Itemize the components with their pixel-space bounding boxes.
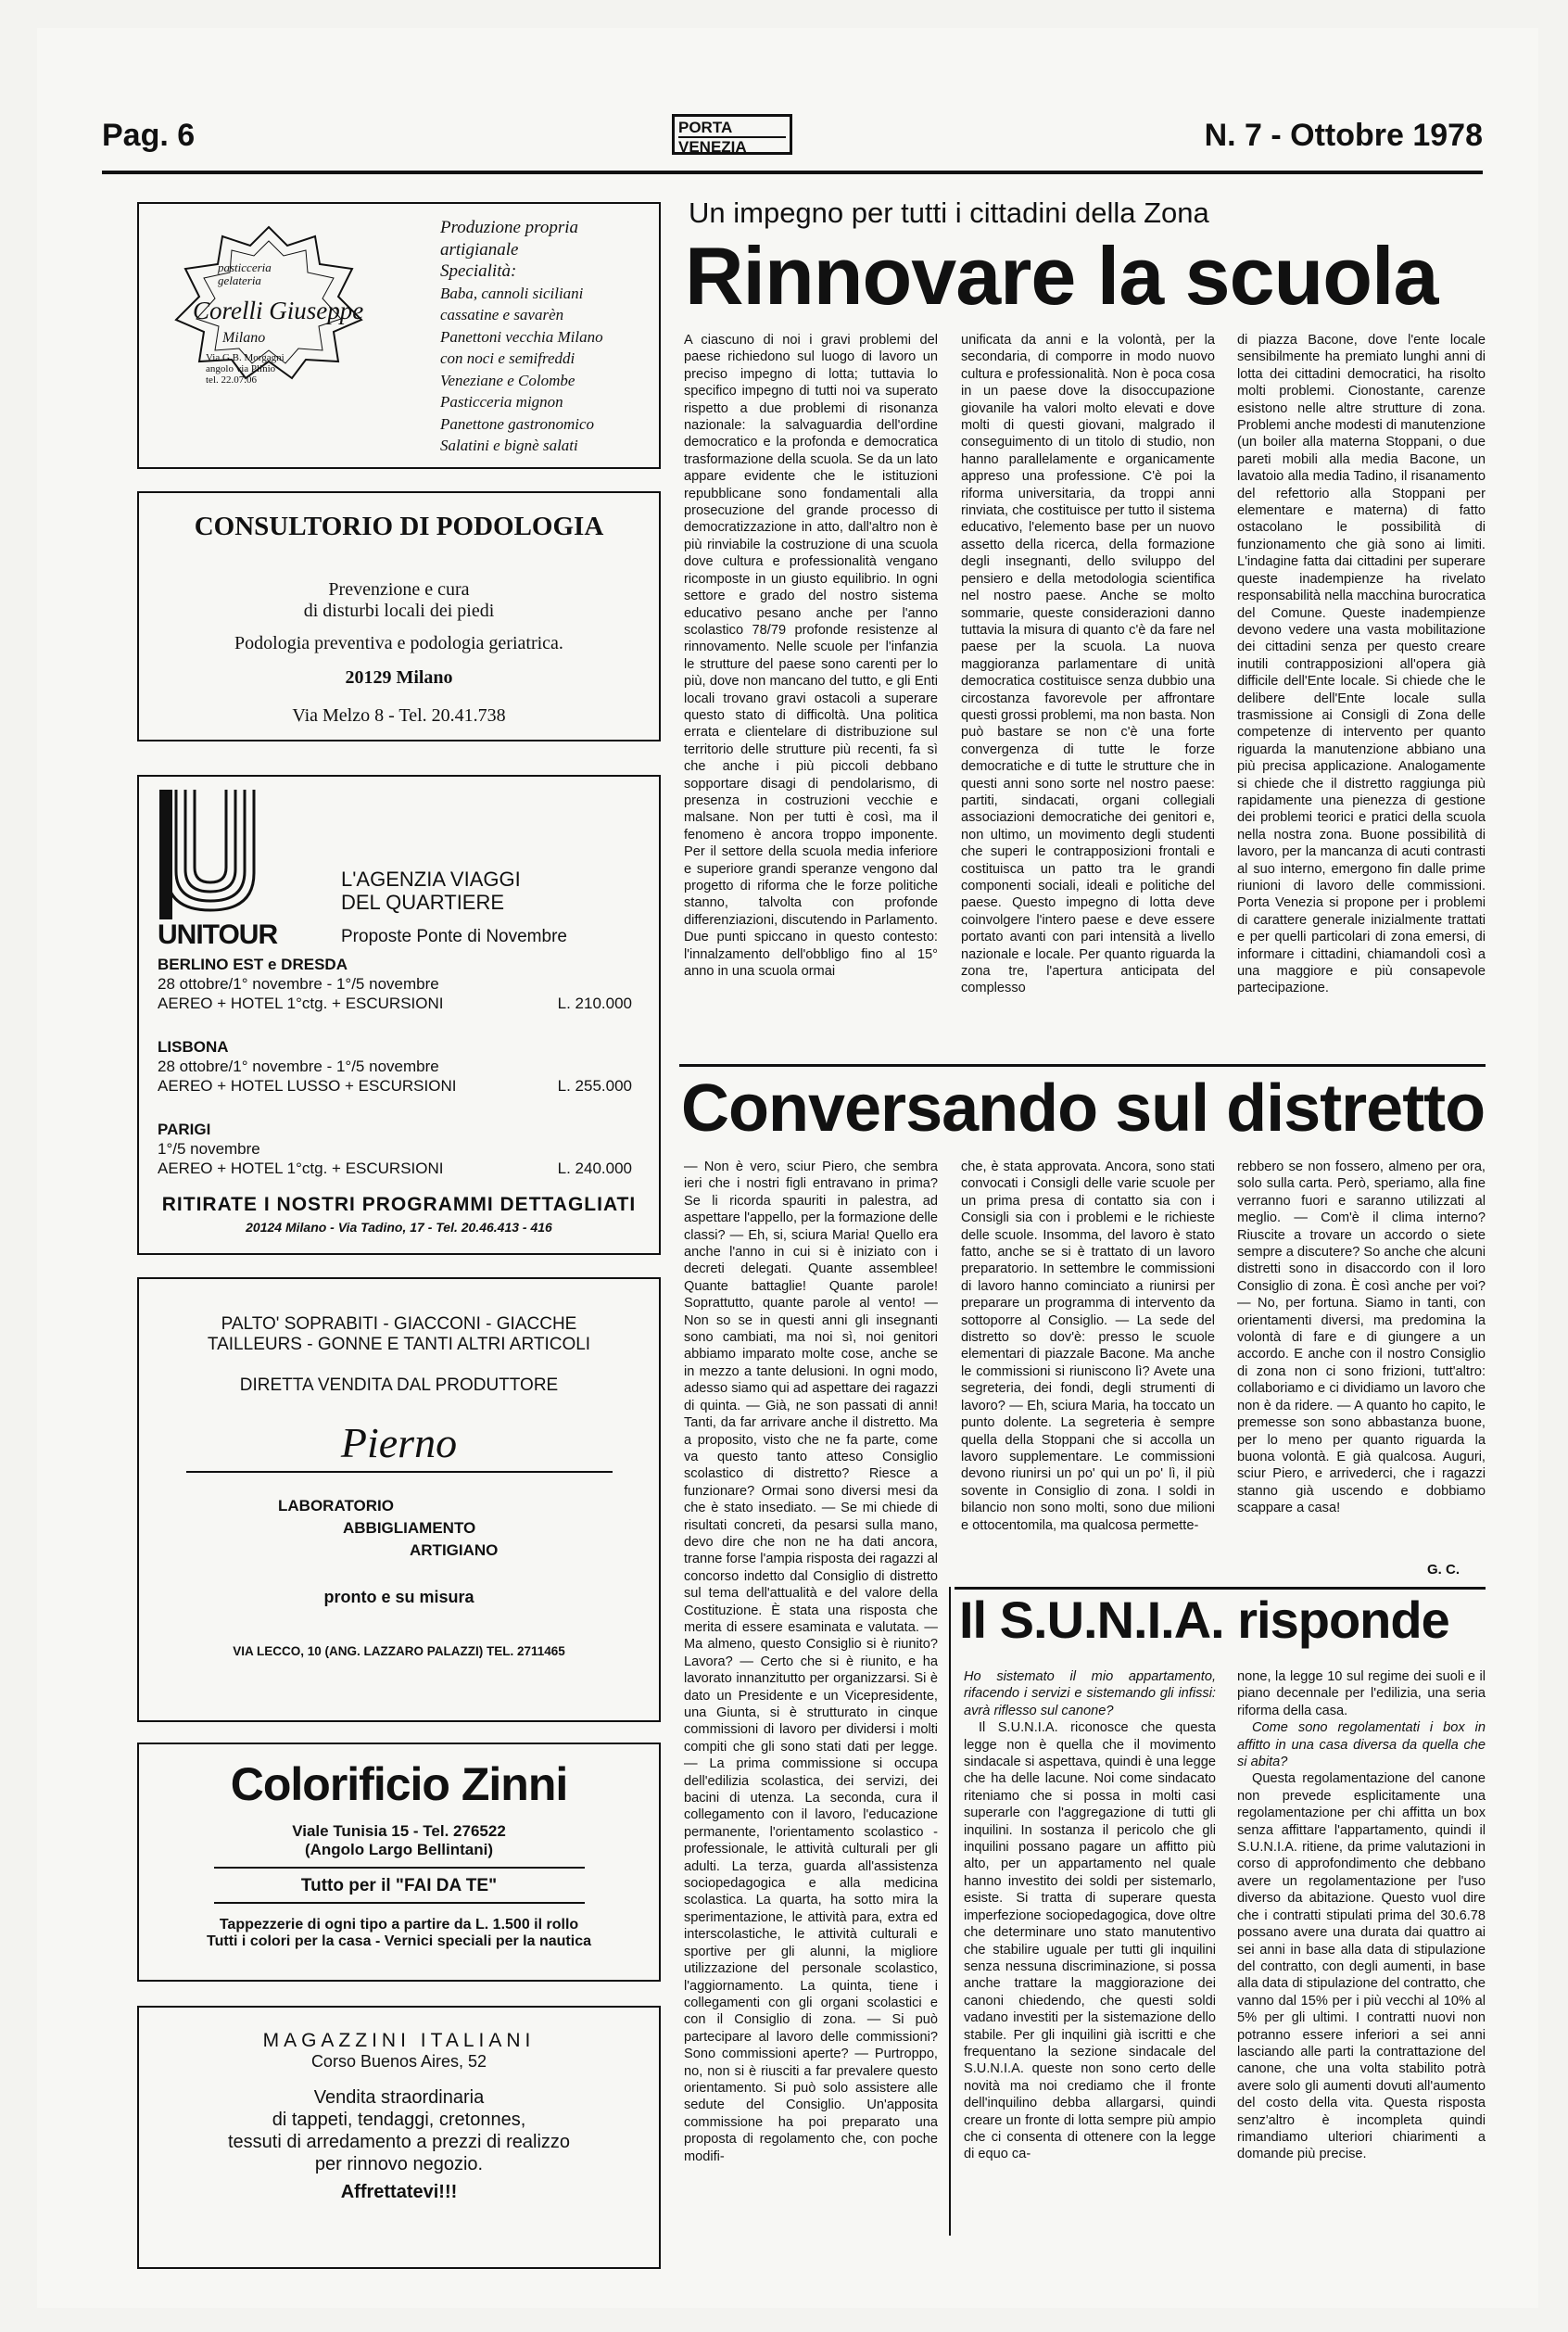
- ad-unitour: [137, 775, 661, 1255]
- trip-destination: LISBONA: [158, 1038, 229, 1056]
- trip: [158, 955, 632, 1013]
- magazzini-line: Vendita straordinaria: [313, 2087, 485, 2108]
- trip-line: [158, 1159, 632, 1178]
- article-headline: Rinnovare la scuola: [685, 230, 1438, 322]
- zinni-address: (Angolo Largo Bellintani): [304, 1841, 494, 1858]
- article-headline: Conversando sul distretto: [681, 1071, 1486, 1146]
- magazzini-line: per rinnovo negozio.: [314, 2154, 484, 2174]
- sunia-column-1: [964, 1668, 1216, 2224]
- article-column: — Non è vero, sciur Piero, che sembra ieri che i nostri figli entravano in prima? Se li ricorda spauriti in palestra, ad aspettare l'appello, per la formazione delle classi? — Eh, si, sciura Maria! Quello era anche l'anno in cui si è iniziato con i decreti delegati. Quante assemblee! Quante battaglie! Quante parole! Soprattutto, quante parole al vento! — Non so se in questi anni gli insegnanti sono cambiati, ma noi sì, noi genitori abbiamo imparato molte cose, anche se in mezzo a tante delusioni. In ogni modo, adesso siamo qui ad aspettare dei ragazzi di quinta. — Già, ne son passati di anni! Tanti, da far arrivare anche il distretto. Ma a proposito, visto che ne fa parte, come va questo tanto atteso Consiglio scolastico di distretto? Riesce a funzionare? Ormai sono diversi mesi da che è stato insediato. — Se mi chiede di risultati concreti, da pesarsi sulla mano, devo dire che non ne ha dati ancora, tranne forse l'ampia risposta dei ragazzi al concorso indetto dal Consiglio di distretto sul tema dell'attualità e del valore della Costituzione. È stata una risposta che merita di essere esaminata e valutata. — Ma almeno, questo Consiglio si è riunito? Lavora? — Certo che si è riunito, e ha lavorato innanzitutto per organizzarsi. Si è dato un Presidente e un Vicepresidente, una Giunta, si è strutturato in cinque commissioni di lavoro per dividersi i molti compiti che gli sono stati dati per legge. — La prima commissione si occupa dell'edilizia scolastica, dei servizi, dei bacini di utenza. La seconda, cura il collegamento con il lavoro, l'educazione permanente, l'orientamento scolastico - professionale, le attività culturali per gli adulti. La terza, guarda all'assistenza sociopedagogica e alla medicina scolastica. La quarta, ha sotto mira la sperimentazione, le attività para, extra ed interscolastiche, le attività culturali e sportive per gli alunni, la migliore utilizzazione del personale scolastico, l'aggiornamento. La quinta, tiene i collegamenti con gli organi scolastici e con il Consiglio di zona. — Si può partecipare al lavoro delle commissioni? Sono commissioni aperte? — Purtroppo, no, non si è riusciti a far prevalere questo orientamento. Si può solo assistere alle sedute del Consiglio. Un'apposita commissione ha poi preparato una proposta di regolamento che, con poche modifi-: [684, 1160, 938, 2164]
- unitour-head-line: L'AGENZIA VIAGGI: [341, 868, 521, 891]
- corelli-line: Specialità:: [440, 261, 517, 281]
- ad-zinni: [137, 1743, 661, 1982]
- corelli-line: Produzione propria: [440, 218, 579, 237]
- unitour-logo-text: UNITOUR: [158, 919, 278, 950]
- trip-dates: 28 ottobre/1° novembre - 1°/5 novembre: [158, 975, 439, 993]
- ad-pierno: [137, 1277, 661, 1722]
- pierno-misura: pronto e su misura: [323, 1588, 474, 1606]
- podologia-line: Prevenzione e cura: [328, 579, 470, 600]
- article-signature: G. C.: [1427, 1562, 1461, 1578]
- masthead-line-2: VENEZIA: [678, 136, 786, 156]
- ad-magazzini: [137, 2006, 661, 2269]
- article-headline: Il S.U.N.I.A. risponde: [959, 1591, 1449, 1649]
- trip-description: AEREO + HOTEL LUSSO + ESCURSIONI: [158, 1077, 457, 1095]
- section-rule: [955, 1587, 1486, 1590]
- seal-line: gelateria: [218, 273, 261, 287]
- sunia-question: Come sono regolamentati i box in affitto in una casa diversa da quella che si abita?: [1237, 1720, 1486, 1770]
- trip-price: L. 240.000: [557, 1160, 632, 1177]
- pierno-lab-line: ARTIGIANO: [410, 1541, 499, 1559]
- trip-dates: 28 ottobre/1° novembre - 1°/5 novembre: [158, 1058, 439, 1075]
- article-column: che, è stata approvata. Ancora, sono stati convocati i Consigli delle varie scuole per un prima presa di contatto sia con i Consigli sia con i problemi e le richieste delle scuole. Insomma, del lavoro è stato fatto, anche se si è trattato di un lavoro preparatorio. In settembre le commissioni di lavoro hanno cominciato a riunirsi per preparare un programma di intervento da sottoporre al Consiglio. — La sede del distretto so dov'è: presso le scuole elementari di piazzale Bacone. Ma anche le commissioni si riuniscono lì? Avete una segreteria, dei fondi, degli strumenti di lavoro? — Eh, sciura Maria, ha toccato un punto dolente. La segreteria è sempre quella della Stoppani che si accolla un lavoro supplementare. Le commissioni devono riunirsi un po' qui un po' lì, il più sovente in Consiglio di zona. I soldi in bilancio non sono molti, sono due milioni e ottocentomila, ma qualcosa permette-: [961, 1160, 1215, 1533]
- unitour-trips: [158, 955, 632, 1178]
- pierno-address: VIA LECCO, 10 (ANG. LAZZARO PALAZZI) TEL. 2711465: [233, 1644, 565, 1658]
- unitour-subhead: Proposte Ponte di Novembre: [341, 927, 567, 946]
- corelli-line: Panettoni vecchia Milano: [440, 327, 603, 346]
- sunia-column-2: [1237, 1668, 1486, 2224]
- unitour-logo-icon: [159, 790, 261, 919]
- pierno-divider: [186, 1471, 613, 1473]
- corelli-line: Pasticceria mignon: [440, 393, 563, 411]
- corelli-line: Salatini e bignè salati: [440, 437, 578, 454]
- pierno-line: PALTO' SOPRABITI - GIACCONI - GIACCHE: [221, 1314, 577, 1334]
- unitour-address: 20124 Milano - Via Tadino, 17 - Tel. 20.46.413 - 416: [246, 1220, 552, 1235]
- article-distretto: [681, 1071, 1486, 1146]
- corelli-line: Baba, cannoli siciliani: [440, 284, 584, 302]
- trip-line: [158, 1076, 632, 1096]
- unitour-footer: RITIRATE I NOSTRI PROGRAMMI DETTAGLIATI: [161, 1194, 637, 1215]
- trip-price: L. 210.000: [557, 995, 632, 1012]
- zinni-slogan: Tutto per il "FAI DA TE": [300, 1876, 498, 1895]
- magazzini-address: Corso Buenos Aires, 52: [310, 2052, 487, 2071]
- corelli-seal-address: [206, 352, 285, 386]
- column-rule: [949, 1587, 951, 2236]
- podologia-address: Via Melzo 8 - Tel. 20.41.738: [292, 705, 506, 726]
- article-column: di piazza Bacone, dove l'ente locale sensibilmente ha premiato lunghi anni di lotta dei cittadini democratici, ha risolto molti problemi. Cionostante, carenze esistono nelle altre strutture di zona. Problemi anche modesti di manutenzione (un boiler alla materna Stoppani, o due pareti mobili alla media Bacone, un lavatoio alla media Tadino, il risanamento del refettorio alla Stoppani per elementare e materna) di fatto ostacolano le possibilità di funzionamento che già sono ai limiti. L'indagine fatta dai cittadini per superare queste inadempienze ha rivelato responsabilità nella macchina burocratica del Comune. Queste inadempienze devono vedere una vasta mobilitazione dei cittadini senza per questo creare inutili contrapposizioni all'opera già difficile dell'Ente locale. Si chiede che le delibere dell'Ente locale sulla trasmissione ai Consigli di Zona delle competenze di intervento per quanto riguarda la manutenzione abbiano una più precisa applicazione. Analogamente si chiede che il distretto raggiunga più rapidamente una pienezza di gestione dei problemi teorici e pratici della scuola nella nostra zona. Buone possibilità di lavoro, per la mancanza di acuti contrasti al suo interno, emergono fin dalle prime riunioni di lavoro delle commissioni. Porta Venezia si propone per i problemi di carattere generale inizialmente trattati e per quelli particolari di zona emersi, di informare i cittadini, chiamandoli così a una maggiore e più consapevole partecipazione.: [1237, 333, 1486, 996]
- header-rule: [102, 171, 1483, 174]
- magazzini-title: MAGAZZINI ITALIANI: [262, 2030, 536, 2051]
- corelli-description: [440, 217, 603, 457]
- corelli-line: con noci e semifreddi: [440, 349, 575, 367]
- sunia-answer: Questa regolamentazione del canone non prevede esplicitamente una regolamentazione per chi affitta un box senza affittare l'appartamento, quindi il S.U.N.I.A. ritiene, da prime valutazioni in corso di approfondimento che debbano avere un regolamentazione per l'uso diverso da abitazione. Questo vuol dire che i contratti stipulati prima del 30.6.78 possano avere una durata dai quattro ai sei anni in base alla data di stipulazione del contratto, con degli aumenti, in base alla data di stipulazione del contratto, che vanno dal 15% per i più vecchi al 10% al 5% per gli ultimi. I contratti nuovi non potranno essere inferiori a sei anni lasciando alle parti la contrattazione del canone, che una volta stabilito potrà avere solo gli aumenti dovuti all'aumento del costo della vita. Questa risposta senz'altro è incompleta quindi rimandiamo ulteriori chiarimenti a domande più precise.: [1237, 1771, 1486, 2162]
- magazzini-body: [139, 2086, 659, 2203]
- trip-destination: PARIGI: [158, 1121, 211, 1138]
- corelli-seal-name: Corelli Giuseppe: [193, 297, 364, 324]
- sunia-answer: none, la legge 10 sul regime dei suoli e il piano decennale per l'edilizia, una seria riforma della casa.: [1237, 1669, 1486, 1718]
- zinni-title: Colorificio Zinni: [230, 1758, 568, 1810]
- article-kicker: Un impegno per tutti i cittadini della Zona: [689, 196, 1209, 229]
- corelli-line: Panettone gastronomico: [440, 414, 595, 433]
- page-number: Pag. 6: [102, 118, 196, 153]
- trip-dates: 1°/5 novembre: [158, 1140, 260, 1158]
- corelli-line: artigianale: [440, 239, 519, 260]
- seal-line: angolo via Plinio: [206, 363, 276, 374]
- pierno-lab-line: ABBIGLIAMENTO: [343, 1519, 476, 1537]
- article-column: unificata da anni e la volontà, per la secondaria, di comporre in modo nuovo cultura e professionalità. Non è poca cosa in un paese dove la disoccupazione giovanile ha valori molto elevati e dove molti di questi giovani, malgrado il conseguimento di un titolo di studio, non hanno parallelamente e organicamente appreso una professione. C'è poi la riforma universitaria, da troppi anni rinviata, che costituisce per tutto il sistema educativo, l'elemento base per un nuovo assetto della ricerca, della formazione degli insegnanti, dello sviluppo del pensiero e della metodologia scientifica nel nostro paese. Anche se molto sommarie, queste considerazioni danno tuttavia la misura di quanto c'è da fare nel paese per la scuola. La nuova maggioranza parlamentare di unità democratica costituisce senza dubbio una circostanza favorevole per affrontare questi grossi problemi, ma non basta. Non può bastare se non c'è una forte convergenza di tutte le forze democratiche e di tutte le strutture che in questi anni sono sorte nel nostro paese: partiti, sindacati, organi collegiali associazioni democratiche dei genitori e, non ultimo, un movimento degli studenti che superi le contrapposizioni frontali e costituisca un patto tra le grandi componenti sociali, ideali e politiche del paese. Questo impegno di lotta deve coinvolgere l'intero paese e deve essere portato avanti con pari intensità a livello nazionale e locale. Per quanto riguarda la zona tre, l'apertura anticipata del complesso: [961, 333, 1215, 996]
- article-sunia: [959, 1591, 1486, 1649]
- pierno-line: TAILLEURS - GONNE E TANTI ALTRI ARTICOLI: [207, 1335, 591, 1354]
- corelli-line: cassatine e savarèn: [440, 306, 564, 323]
- pierno-lab-line: LABORATORIO: [278, 1497, 394, 1515]
- zinni-divider: [214, 1867, 585, 1869]
- seal-line: pasticceria: [218, 260, 272, 274]
- article-column: A ciascuno di noi i gravi problemi del paese richiedono sul luogo di lavoro un preciso impegno di lotta; tuttavia lo specifico impegno di tutti noi va superato rispetto a due problemi di risonanza nazionale: la salvaguardia dell'ordine democratico e la profonda e democratica trasformazione della scuola. Se da un lato appare evidente che le istituzioni repubblicane sono fondamentali alla prosecuzione del grande processo di democratizzazione in atto, dall'altro non è più rinviabile la costruzione di una scuola dove cultura e professionalità vengano ricomposte in un giusto equilibrio. In ogni settore e grado del nostro sistema educativo pesano anche per l'anno scolastico 78/79 profonde resistenze al rinnovamento. Nelle scuole per l'infanzia le strutture del paese sono carenti per lo più, dove non mancano del tutto, e gli Enti locali trovano gravi ostacoli a superare questo stato di difficoltà. Una politica errata e clientelare di distribuzione sul territorio delle strutture più recenti, fa sì che anche i più piccoli debbano sopportare disagi di pendolarismo, di presenza in costruzioni vecchie e malsane. Non per tutti è così, ma il fenomeno è ancora troppo imponente. Per il settore della scuola media inferiore e superiore grandi speranze vengono dal progetto di riforma che le forze politiche stanno, talvolta con profonde differenziazioni, discutendo in Parlamento. Due punti spiccano in questo contesto: l'innalzamento dell'obbligo fino al 15° anno in una scuola ormai: [684, 333, 938, 980]
- magazzini-line: di tappeti, tendaggi, cretonnes,: [272, 2110, 526, 2130]
- trip: [158, 1120, 632, 1178]
- trip-line: [158, 994, 632, 1013]
- masthead-line-1: PORTA: [678, 119, 733, 136]
- ad-podologia: [137, 491, 661, 741]
- seal-line: Via G.B. Morgagni: [206, 352, 285, 363]
- podologia-title: CONSULTORIO DI PODOLOGIA: [194, 512, 604, 541]
- issue-date: N. 7 - Ottobre 1978: [1204, 118, 1483, 153]
- podologia-line: di disturbi locali dei piedi: [303, 601, 495, 621]
- corelli-line: Veneziane e Colombe: [440, 371, 575, 389]
- trip-price: L. 255.000: [557, 1077, 632, 1095]
- trip-description: AEREO + HOTEL 1°ctg. + ESCURSIONI: [158, 995, 444, 1012]
- pierno-line: DIRETTA VENDITA DAL PRODUTTORE: [239, 1375, 559, 1395]
- podologia-city: 20129 Milano: [345, 667, 453, 688]
- unitour-head-line: DEL QUARTIERE: [341, 891, 505, 914]
- zinni-address: Viale Tunisia 15 - Tel. 276522: [292, 1822, 506, 1840]
- trip-description: AEREO + HOTEL 1°ctg. + ESCURSIONI: [158, 1160, 444, 1177]
- zinni-line: Tappezzerie di ogni tipo a partire da L. 1.500 il rollo: [219, 1917, 579, 1933]
- corelli-seal-city: Milano: [222, 330, 266, 346]
- pierno-logo: Pierno: [340, 1419, 458, 1466]
- page-header: [102, 107, 1483, 162]
- corelli-seal-text: [218, 261, 348, 287]
- ad-corelli: [137, 202, 661, 469]
- zinni-divider: [214, 1902, 585, 1904]
- magazzini-line: Affrettatevi!!!: [340, 2182, 458, 2202]
- zinni-line: Tutti i colori per la casa - Vernici speciali per la nautica: [207, 1933, 591, 1949]
- unitour-headline: [341, 868, 521, 914]
- sunia-question: Ho sistemato il mio appartamento, rifacendo i servizi e sistemando gli infissi: avrà riflesso sul canone?: [964, 1669, 1216, 1718]
- seal-line: tel. 22.07.06: [206, 374, 257, 386]
- sunia-answer: Il S.U.N.I.A. riconosce che questa legge non è quella che il movimento sindacale si aspettava, quindi è una legge che ha delle lacune. Noi come sindacato riteniamo che si possa in molti casi superarle con l'aggregazione di tutti gli inquilini. In sostanza il pericolo che gli inquilini possano pagare un affitto più alto, per un appartamento nel quale hanno investito dei soldi per sistemarlo, esiste. Si tratta di superare questa imperfezione sociopedagogica, dove oltre che determinare uno stato manutentivo che stabilire uguale per tutti gli inquilini senza nessuna discriminazione, si possa anche trattare la maggiorazione dei canoni chiedendo, che questi soldi vadano investiti per la sistemazione dello stabile. Per gli inquilini già iscritti e che frequentano la sezione sindacale del S.U.N.I.A. queste non sono certo delle novità ma noi crediamo che il fronte dell'inquilino debba allargarsi, quindi creare un fronte di lotta sempre più ampio che ci consenta di ottenere con la legge di equo ca-: [964, 1720, 1216, 2162]
- magazzini-line: tessuti di arredamento a prezzi di realizzo: [227, 2132, 571, 2152]
- trip-destination: BERLINO EST e DRESDA: [158, 956, 348, 973]
- section-rule: [679, 1064, 1486, 1067]
- trip: [158, 1037, 632, 1096]
- article-rinnovare: [681, 196, 1484, 322]
- article-column: rebbero se non fossero, almeno per ora, solo sulla carta. Però, speriamo, alla fine verranno fuori e saranno utilizzati al meglio. — Com'è il clima interno? Riuscite a trovare un accordo o siete sempre a discutere? So anche che alcuni distretti sono in disaccordo con il loro Consiglio di zona. È così anche per voi? — No, per fortuna. Siamo in tanti, con orientamenti diversi, ma predomina la volontà di fare e di giungere a un accordo. E anche con il nostro Consiglio di zona non ci sono frizioni, tutt'altro: collaboriamo e ci dividiamo un lavoro che non è da ridere. — A quanto ho capito, le premesse son sono abbastanza buone, per lo meno per quanto riguarda la buona volontà. E già qualcosa. Auguri, sciur Piero, e arrivederci, che i ragazzi stanno già uscendo e dobbiamo scappare a casa!: [1237, 1160, 1486, 1516]
- pierno-lab: [278, 1495, 659, 1562]
- podologia-line: Podologia preventiva e podologia geriatrica.: [234, 633, 563, 653]
- masthead-logo: [672, 114, 792, 155]
